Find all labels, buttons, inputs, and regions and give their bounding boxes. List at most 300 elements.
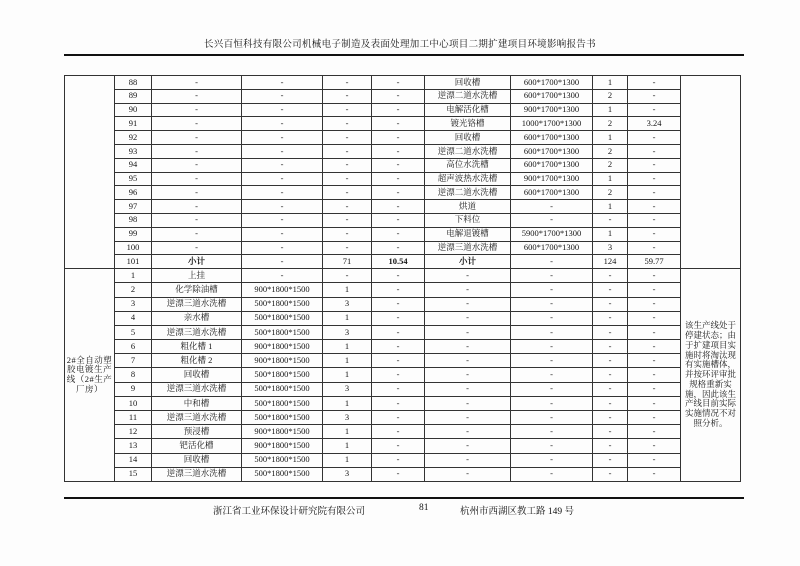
table-section-1 xyxy=(65,76,741,269)
table-cell: 600*1700*1300 xyxy=(511,158,593,172)
table-cell: - xyxy=(628,425,681,439)
table-cell: 粗化槽 1 xyxy=(152,340,242,354)
table-cell: - xyxy=(628,439,681,453)
table-row xyxy=(65,213,741,227)
table-cell: - xyxy=(372,200,425,214)
table-cell: - xyxy=(593,311,628,325)
table-row xyxy=(65,269,741,283)
table-cell: - xyxy=(242,269,323,283)
table-cell: 11 xyxy=(115,411,152,425)
table-cell: - xyxy=(628,311,681,325)
table-cell: - xyxy=(323,172,372,186)
table-row xyxy=(65,144,741,158)
table-cell: 13 xyxy=(115,439,152,453)
table-cell: 钯活化槽 xyxy=(152,439,242,453)
table-cell: 3 xyxy=(115,297,152,311)
table-cell: - xyxy=(628,213,681,227)
table-cell: - xyxy=(425,368,511,382)
table-cell: - xyxy=(628,200,681,214)
table-cell: - xyxy=(628,227,681,241)
table-cell: - xyxy=(152,227,242,241)
table-cell: 600*1700*1300 xyxy=(511,186,593,200)
table-cell: 600*1700*1300 xyxy=(511,89,593,103)
table-cell: 89 xyxy=(115,89,152,103)
table-cell: 500*1800*1500 xyxy=(242,382,323,396)
table-cell: - xyxy=(372,425,425,439)
table-cell: - xyxy=(511,325,593,339)
table-cell: - xyxy=(511,200,593,214)
footer-address: 杭州市西湖区教工路 149 号 xyxy=(460,507,575,517)
table-row xyxy=(65,425,741,439)
table-cell: - xyxy=(372,103,425,117)
table-cell: - xyxy=(511,283,593,297)
table-cell: - xyxy=(628,241,681,255)
table-cell: 97 xyxy=(115,200,152,214)
table-cell: 1 xyxy=(115,269,152,283)
table-cell: 8 xyxy=(115,368,152,382)
table-cell: - xyxy=(242,158,323,172)
table-cell: - xyxy=(152,200,242,214)
table-cell: 1 xyxy=(593,200,628,214)
table-cell: 500*1800*1500 xyxy=(242,368,323,382)
table-cell: 500*1800*1500 xyxy=(242,325,323,339)
table-cell: 2 xyxy=(593,144,628,158)
table-cell: - xyxy=(242,186,323,200)
table-cell: - xyxy=(593,213,628,227)
table-cell: - xyxy=(372,172,425,186)
page-footer xyxy=(0,503,800,517)
table-cell: - xyxy=(372,89,425,103)
table-cell: 镀光铬槽 xyxy=(425,117,511,131)
table-cell: - xyxy=(242,200,323,214)
table-cell: 2 xyxy=(115,283,152,297)
table-cell: - xyxy=(511,411,593,425)
table-cell: 回收槽 xyxy=(152,368,242,382)
table-cell: - xyxy=(425,269,511,283)
table-cell: - xyxy=(152,117,242,131)
table-row xyxy=(65,453,741,467)
table-cell: - xyxy=(152,172,242,186)
table-cell: - xyxy=(593,354,628,368)
table-cell: - xyxy=(628,467,681,481)
table-cell: 98 xyxy=(115,213,152,227)
table-cell: 3 xyxy=(323,382,372,396)
table-cell: - xyxy=(323,103,372,117)
table-cell: 95 xyxy=(115,172,152,186)
table-cell: - xyxy=(511,368,593,382)
table-cell: 烘道 xyxy=(425,200,511,214)
remark-cell xyxy=(681,76,741,269)
table-row xyxy=(65,241,741,255)
table-cell: - xyxy=(323,89,372,103)
table-cell: 500*1800*1500 xyxy=(242,311,323,325)
table-cell: - xyxy=(628,269,681,283)
table-cell: - xyxy=(152,213,242,227)
table-cell: 100 xyxy=(115,241,152,255)
table-row xyxy=(65,283,741,297)
table-cell: 500*1800*1500 xyxy=(242,453,323,467)
table-cell: - xyxy=(372,325,425,339)
table-cell: - xyxy=(372,396,425,410)
table-cell: - xyxy=(511,311,593,325)
table-row xyxy=(65,411,741,425)
table-cell: 1 xyxy=(323,439,372,453)
table-cell: - xyxy=(425,411,511,425)
table-cell: - xyxy=(628,396,681,410)
table-cell: 900*1800*1500 xyxy=(242,354,323,368)
table-cell: - xyxy=(323,213,372,227)
table-cell: - xyxy=(628,283,681,297)
table-cell: - xyxy=(323,186,372,200)
table-cell: 500*1800*1500 xyxy=(242,411,323,425)
table-cell: - xyxy=(593,396,628,410)
table-cell: - xyxy=(372,467,425,481)
table-cell: 7 xyxy=(115,354,152,368)
table-cell: - xyxy=(628,131,681,145)
table-row xyxy=(65,311,741,325)
table-cell: - xyxy=(152,103,242,117)
table-cell: - xyxy=(242,241,323,255)
table-cell: 500*1800*1500 xyxy=(242,297,323,311)
table-cell: 中和槽 xyxy=(152,396,242,410)
table-cell: 回收槽 xyxy=(152,453,242,467)
table-cell: 3 xyxy=(323,467,372,481)
table-cell: - xyxy=(425,396,511,410)
table-row xyxy=(65,158,741,172)
table-cell: - xyxy=(242,227,323,241)
table-cell: 化学除油槽 xyxy=(152,283,242,297)
table-cell: - xyxy=(242,131,323,145)
table-cell: - xyxy=(372,76,425,90)
table-cell: 逆漂二道水洗槽 xyxy=(425,186,511,200)
table-cell: 亲水槽 xyxy=(152,311,242,325)
table-cell: - xyxy=(511,340,593,354)
table-section-2 xyxy=(65,269,741,482)
table-cell: - xyxy=(152,158,242,172)
table-cell: 900*1800*1500 xyxy=(242,425,323,439)
table-cell: 下料位 xyxy=(425,213,511,227)
table-cell: - xyxy=(372,117,425,131)
table-cell: - xyxy=(372,241,425,255)
table-cell: - xyxy=(323,144,372,158)
table-cell: - xyxy=(511,382,593,396)
table-cell: 1 xyxy=(323,311,372,325)
table-cell: - xyxy=(593,439,628,453)
table-cell: 1 xyxy=(323,396,372,410)
table-cell: - xyxy=(593,368,628,382)
table-cell: - xyxy=(152,144,242,158)
table-cell: - xyxy=(628,172,681,186)
table-cell: - xyxy=(323,200,372,214)
table-cell: - xyxy=(628,453,681,467)
table-cell: - xyxy=(628,186,681,200)
table-cell: 逆漂三道水洗槽 xyxy=(152,325,242,339)
table-cell: - xyxy=(242,76,323,90)
table-cell: 2 xyxy=(593,89,628,103)
table-cell: - xyxy=(593,453,628,467)
table-cell: - xyxy=(593,325,628,339)
table-cell: 小计 xyxy=(425,255,511,269)
table-cell: - xyxy=(372,354,425,368)
table-cell: 600*1700*1300 xyxy=(511,131,593,145)
table-cell: 5 xyxy=(115,325,152,339)
table-cell: 2 xyxy=(593,117,628,131)
table-cell: 逆漂三道水洗槽 xyxy=(425,241,511,255)
table-cell: 92 xyxy=(115,131,152,145)
table-cell: 14 xyxy=(115,453,152,467)
table-cell: - xyxy=(372,144,425,158)
table-cell: - xyxy=(511,453,593,467)
table-row xyxy=(65,186,741,200)
table-cell: - xyxy=(242,117,323,131)
table-cell: - xyxy=(425,467,511,481)
table-cell: - xyxy=(425,453,511,467)
table-cell: 900*1800*1500 xyxy=(242,439,323,453)
table-cell: 9 xyxy=(115,382,152,396)
footer-company: 浙江省工业环保设计研究院有限公司 xyxy=(213,507,366,517)
table-cell: - xyxy=(242,172,323,186)
table-cell: 600*1700*1300 xyxy=(511,76,593,90)
table-cell: 粗化槽 2 xyxy=(152,354,242,368)
table-row xyxy=(65,325,741,339)
table-cell: 1 xyxy=(593,172,628,186)
table-row xyxy=(65,297,741,311)
table-cell: 逆漂三道水洗槽 xyxy=(152,297,242,311)
table-row xyxy=(65,227,741,241)
table-cell: - xyxy=(593,425,628,439)
table-cell: - xyxy=(323,117,372,131)
table-cell: 1 xyxy=(323,368,372,382)
table-cell: 500*1800*1500 xyxy=(242,396,323,410)
table-cell: 高位水洗槽 xyxy=(425,158,511,172)
table-cell: 逆漂三道水洗槽 xyxy=(152,467,242,481)
table-cell: 600*1700*1300 xyxy=(511,241,593,255)
table-cell: 2 xyxy=(593,158,628,172)
table-cell: - xyxy=(152,241,242,255)
table-cell: 96 xyxy=(115,186,152,200)
table-cell: - xyxy=(593,382,628,396)
table-cell: 3 xyxy=(593,241,628,255)
table-cell: 上挂 xyxy=(152,269,242,283)
table-cell: 6 xyxy=(115,340,152,354)
table-cell: - xyxy=(628,76,681,90)
equipment-table xyxy=(64,75,741,482)
table-cell: - xyxy=(323,76,372,90)
table-cell: 3 xyxy=(323,411,372,425)
table-cell: - xyxy=(152,76,242,90)
table-row xyxy=(65,131,741,145)
table-cell: 逆漂二道水洗槽 xyxy=(425,144,511,158)
table-cell: - xyxy=(372,186,425,200)
table-cell: 1 xyxy=(323,283,372,297)
table-cell: - xyxy=(511,396,593,410)
table-cell: 3 xyxy=(323,325,372,339)
table-cell: 1 xyxy=(323,453,372,467)
table-row xyxy=(65,340,741,354)
table-cell: - xyxy=(628,354,681,368)
table-row xyxy=(65,368,741,382)
table-cell: - xyxy=(425,283,511,297)
table-row xyxy=(65,103,741,117)
table-cell: - xyxy=(628,158,681,172)
table-cell: 94 xyxy=(115,158,152,172)
table-cell: 10.54 xyxy=(372,255,425,269)
table-cell: 59.77 xyxy=(628,255,681,269)
table-cell: 15 xyxy=(115,467,152,481)
table-cell: 逆漂二道水洗槽 xyxy=(425,89,511,103)
page-title: 长兴百恒科技有限公司机械电子制造及表面处理加工中心项目二期扩建项目环境影响报告书 xyxy=(203,40,596,50)
table-row xyxy=(65,382,741,396)
table-cell: - xyxy=(593,467,628,481)
table-cell: 3 xyxy=(323,297,372,311)
table-cell: - xyxy=(372,158,425,172)
table-cell: 回收槽 xyxy=(425,131,511,145)
table-cell: 小计 xyxy=(152,255,242,269)
table-cell: 1000*1700*1300 xyxy=(511,117,593,131)
table-cell: - xyxy=(511,213,593,227)
table-cell: 91 xyxy=(115,117,152,131)
footer-rule xyxy=(64,497,744,499)
table-cell: - xyxy=(372,368,425,382)
table-cell: - xyxy=(372,297,425,311)
table-cell: - xyxy=(372,411,425,425)
table-cell: 500*1800*1500 xyxy=(242,467,323,481)
table-cell: - xyxy=(628,411,681,425)
table-cell: - xyxy=(242,255,323,269)
table-row xyxy=(65,354,741,368)
table-cell: - xyxy=(425,311,511,325)
table-cell: - xyxy=(323,158,372,172)
table-cell: - xyxy=(593,269,628,283)
table-cell: - xyxy=(425,382,511,396)
table-row xyxy=(65,467,741,481)
table-cell: 71 xyxy=(323,255,372,269)
table-cell: 90 xyxy=(115,103,152,117)
table-cell: - xyxy=(372,269,425,283)
table-cell: 1 xyxy=(593,76,628,90)
footer-page-number: 81 xyxy=(419,503,429,513)
table-cell: - xyxy=(593,297,628,311)
table-row xyxy=(65,76,741,90)
table-cell: 900*1700*1300 xyxy=(511,103,593,117)
table-cell: - xyxy=(425,325,511,339)
table-cell: - xyxy=(628,144,681,158)
table-cell: 88 xyxy=(115,76,152,90)
table-cell: - xyxy=(372,227,425,241)
table-cell: - xyxy=(511,439,593,453)
production-line-label: 2#全自动塑胶电镀生产线（2#生产厂房） xyxy=(65,269,115,482)
table-cell: 2 xyxy=(593,186,628,200)
table-cell: - xyxy=(372,439,425,453)
table-cell: 逆漂三道水洗槽 xyxy=(152,382,242,396)
table-cell: - xyxy=(593,340,628,354)
table-cell: - xyxy=(511,297,593,311)
table-cell: - xyxy=(628,368,681,382)
table-cell: - xyxy=(372,213,425,227)
table-cell: - xyxy=(372,340,425,354)
table-cell: 超声波热水洗槽 xyxy=(425,172,511,186)
table-cell: - xyxy=(593,283,628,297)
table-cell: - xyxy=(242,89,323,103)
table-cell: - xyxy=(425,439,511,453)
table-cell: - xyxy=(511,425,593,439)
table-cell: 1 xyxy=(593,103,628,117)
table-cell: - xyxy=(628,382,681,396)
table-cell: 1 xyxy=(323,425,372,439)
table-row xyxy=(65,255,741,269)
table-row xyxy=(65,89,741,103)
table-cell: - xyxy=(242,213,323,227)
table-row xyxy=(65,117,741,131)
table-cell: 900*1800*1500 xyxy=(242,340,323,354)
table-cell: 逆漂三道水洗槽 xyxy=(152,411,242,425)
table-cell: - xyxy=(323,241,372,255)
remark-cell: 该生产线处于停建状态；由于扩建项目实施时将淘汰现有实施槽体，并按环评审批规格重新实施，因此该生产线目前实际实施情况不对照分析。 xyxy=(681,269,741,482)
table-cell: - xyxy=(372,453,425,467)
table-row xyxy=(65,172,741,186)
table-cell: 101 xyxy=(115,255,152,269)
table-cell: - xyxy=(152,131,242,145)
table-cell: 12 xyxy=(115,425,152,439)
table-cell: 5900*1700*1300 xyxy=(511,227,593,241)
table-cell: - xyxy=(628,297,681,311)
table-cell: - xyxy=(372,311,425,325)
table-cell: 4 xyxy=(115,311,152,325)
table-cell: - xyxy=(511,255,593,269)
table-cell: - xyxy=(628,89,681,103)
table-cell: - xyxy=(511,269,593,283)
table-cell: - xyxy=(628,340,681,354)
table-cell: 回收槽 xyxy=(425,76,511,90)
table-cell: - xyxy=(323,131,372,145)
table-cell: - xyxy=(628,103,681,117)
table-cell: - xyxy=(511,467,593,481)
table-cell: - xyxy=(242,144,323,158)
table-cell: - xyxy=(425,297,511,311)
header-rule xyxy=(64,54,744,56)
table-cell: - xyxy=(372,382,425,396)
table-cell: 1 xyxy=(323,354,372,368)
table-cell: 1 xyxy=(593,227,628,241)
table-cell: 电解活化槽 xyxy=(425,103,511,117)
table-cell: - xyxy=(152,89,242,103)
table-cell: - xyxy=(593,411,628,425)
table-cell: 124 xyxy=(593,255,628,269)
table-cell: 99 xyxy=(115,227,152,241)
table-cell: 电解退镀槽 xyxy=(425,227,511,241)
table-cell: - xyxy=(372,131,425,145)
table-row xyxy=(65,200,741,214)
table-cell: - xyxy=(425,425,511,439)
table-cell: - xyxy=(628,325,681,339)
table-cell: 900*1700*1300 xyxy=(511,172,593,186)
table-cell: - xyxy=(323,269,372,283)
table-cell: 900*1800*1500 xyxy=(242,283,323,297)
table-cell: 预浸槽 xyxy=(152,425,242,439)
table-cell: 93 xyxy=(115,144,152,158)
table-cell: 10 xyxy=(115,396,152,410)
table-cell: 1 xyxy=(323,340,372,354)
table-cell: - xyxy=(152,186,242,200)
production-line-label xyxy=(65,76,115,269)
table-cell: - xyxy=(323,227,372,241)
table-row xyxy=(65,439,741,453)
table-cell: 1 xyxy=(593,131,628,145)
table-cell: - xyxy=(425,340,511,354)
table-cell: - xyxy=(425,354,511,368)
table-cell: - xyxy=(372,283,425,297)
table-cell: - xyxy=(511,354,593,368)
